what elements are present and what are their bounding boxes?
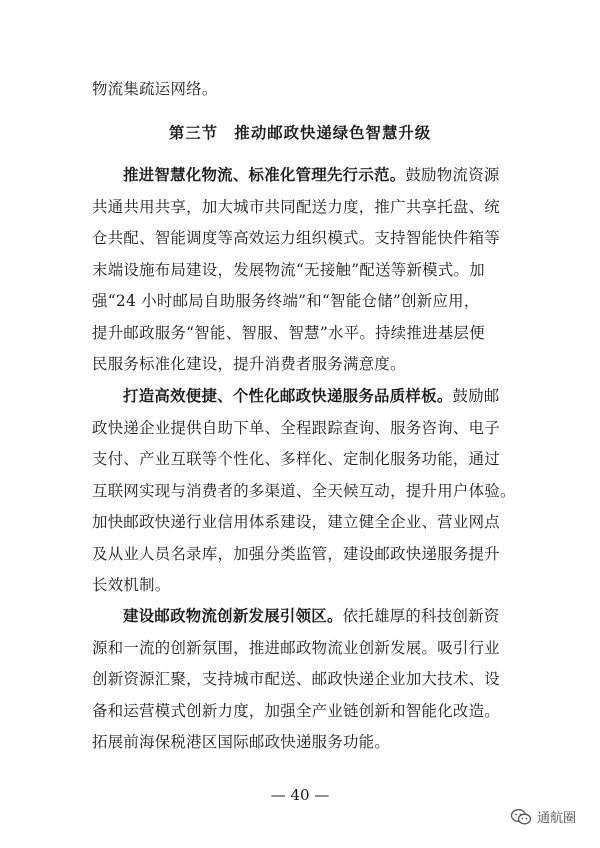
- line-text: 鼓励物流资源: [405, 166, 500, 184]
- page-number: — 40 —: [270, 786, 330, 804]
- section-title: 第三节 推动邮政快递绿色智慧升级: [168, 124, 432, 142]
- paragraph-lead: 推进智慧化物流、标准化管理先行示范。: [123, 166, 406, 184]
- paragraph-line: 提升邮政服务“智能、智服、智慧”水平。持续推进基层便: [92, 323, 485, 342]
- paragraph-line: [92, 381, 510, 413]
- paragraph-line: 强“24 小时邮局自助服务终端”和“智能仓储”创新应用，: [92, 292, 480, 310]
- paragraph-2: [92, 381, 516, 602]
- paragraph-line: 仓共配、智能调度等高效运力组织模式。支持智能快件箱等: [92, 229, 500, 247]
- watermark-text: 通航圈: [536, 811, 576, 826]
- paragraph-1: [92, 160, 510, 381]
- paragraph-line: [92, 160, 510, 192]
- paragraph-line: 拓展前海保税港区国际邮政快递服务功能。: [92, 733, 391, 751]
- paragraph-line: 加快邮政快递行业信用体系建设，建立健全企业、营业网点: [92, 513, 500, 531]
- paragraph-line: [92, 601, 510, 633]
- line-text: 依托雄厚的科技创新资: [342, 607, 500, 625]
- paragraph-lead: 打造高效便捷、个性化邮政快递服务品质样板。: [123, 387, 453, 405]
- continuation-text: 物流集疏运网络。: [92, 80, 218, 98]
- paragraph-line: 源和一流的创新氛围，推进邮政物流业创新发展。吸引行业: [92, 638, 500, 657]
- paragraph-3: [92, 601, 510, 759]
- watermark: [510, 807, 576, 826]
- paragraph-lead: 建设邮政物流创新发展引领区。: [123, 607, 343, 625]
- paragraph-line: 备和运营模式创新力度，加强全产业链创新和智能化改造。: [92, 701, 500, 720]
- paragraph-line: 政快递企业提供自助下单、全程跟踪查询、服务咨询、电子: [92, 418, 500, 437]
- paragraph-line: 及从业人员名录库，加强分类监管，建设邮政快递服务提升: [92, 544, 500, 563]
- paragraph-line: 末端设施布局建设，发展物流“无接触”配送等新模式。加: [92, 260, 485, 279]
- paragraph-line: 长效机制。: [92, 576, 171, 594]
- paragraph-line: 民服务标准化建设，提升消费者服务满意度。: [92, 355, 406, 373]
- paragraph-line: 创新资源汇聚，支持城市配送、邮政快递企业加大技术、设: [92, 670, 500, 688]
- paragraph-line: 互联网实现与消费者的多渠道、全天候互动，提升用户体验。: [92, 481, 516, 500]
- wechat-icon: [510, 808, 532, 826]
- paragraph-line: 共通共用共享，加大城市共同配送力度，推广共享托盘、统: [92, 197, 500, 216]
- line-text: 鼓励邮: [452, 387, 500, 405]
- paragraph-line: 支付、产业互联等个性化、多样化、定制化服务功能，通过: [92, 450, 500, 468]
